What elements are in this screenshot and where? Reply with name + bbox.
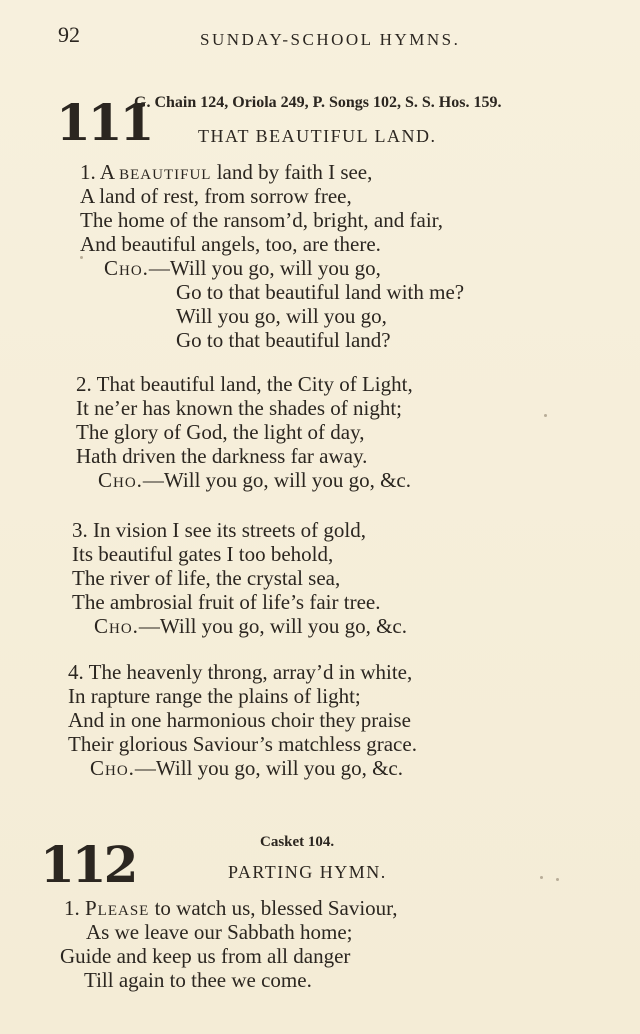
- hymn-number-111: 111: [56, 93, 152, 152]
- hymn-111-verse-3-line-1: 3. In vision I see its streets of gold,: [72, 518, 366, 542]
- chorus-text: —Will you go, will you go,: [148, 256, 381, 280]
- verse-first-word: beautiful: [119, 160, 212, 184]
- hymn-112-verse-1-line-1: [64, 898, 398, 919]
- hymn-111-verse-3-line-2: Its beautiful gates I too behold,: [72, 542, 334, 566]
- page-number: 92: [58, 22, 80, 47]
- running-head: SUNDAY-SCHOOL HYMNS.: [200, 30, 461, 49]
- chorus-text: —Will you go, will you go, &c.: [142, 468, 411, 492]
- chorus-text: —Will you go, will you go, &c.: [134, 756, 403, 780]
- hymn-111-verse-2-line-2: It ne’er has known the shades of night;: [76, 396, 403, 420]
- hymn-number-112: 112: [40, 835, 136, 894]
- hymn-111-verse-4-chorus: [90, 758, 403, 779]
- hymn-111-verse-1-line-1: [80, 162, 372, 183]
- hymn-112-tune-references: Casket 104.: [260, 834, 335, 850]
- hymn-111-verse-4-line-3: And in one harmonious choir they praise: [68, 708, 411, 732]
- print-speck: [544, 414, 547, 417]
- hymn-111-verse-4-line-1: 4. The heavenly throng, array’d in white,: [68, 660, 413, 684]
- verse-first-word: Please: [85, 896, 150, 920]
- hymn-111-verse-2-line-4: Hath driven the darkness far away.: [76, 444, 368, 468]
- verse-number: 1. A: [80, 160, 114, 184]
- verse-line-rest: to watch us, blessed Saviour,: [149, 896, 398, 920]
- hymn-111-verse-2-line-3: The glory of God, the light of day,: [76, 420, 365, 444]
- chorus-label: Cho.: [94, 614, 139, 638]
- hymn-111-verse-1-line-4: And beautiful angels, too, are there.: [80, 232, 381, 256]
- verse-number: 1.: [64, 896, 80, 920]
- verse-line-rest: land by faith I see,: [211, 160, 373, 184]
- print-speck: [540, 876, 543, 879]
- print-speck: [556, 878, 559, 881]
- hymn-112-verse-1-line-4: Till again to thee we come.: [84, 968, 312, 992]
- hymn-111-verse-3-chorus: [94, 616, 407, 637]
- chorus-label: Cho.: [90, 756, 135, 780]
- hymn-111-verse-4-line-2: In rapture range the plains of light;: [68, 684, 361, 708]
- hymn-111-title: THAT BEAUTIFUL LAND.: [198, 126, 437, 146]
- hymn-111-verse-1-line-2: A land of rest, from sorrow free,: [80, 184, 352, 208]
- hymn-111-verse-3-line-4: The ambrosial fruit of life’s fair tree.: [72, 590, 381, 614]
- chorus-label: Cho.: [98, 468, 143, 492]
- hymn-111-tune-references: G. Chain 124, Oriola 249, P. Songs 102, S. S. Hos. 159.: [134, 94, 502, 111]
- hymn-111-chorus-line-4: Go to that beautiful land?: [176, 328, 391, 352]
- hymn-112-verse-1-line-2: As we leave our Sabbath home;: [86, 920, 353, 944]
- print-speck: [80, 256, 83, 259]
- hymn-111-verse-4-line-4: Their glorious Saviour’s matchless grace.: [68, 732, 417, 756]
- hymn-112-title: PARTING HYMN.: [228, 862, 387, 882]
- hymn-111-verse-2-line-1: 2. That beautiful land, the City of Light,: [76, 372, 413, 396]
- hymn-112-verse-1-line-3: Guide and keep us from all danger: [60, 944, 351, 968]
- hymn-111-verse-3-line-3: The river of life, the crystal sea,: [72, 566, 341, 590]
- hymn-111-verse-1-line-3: The home of the ransom’d, bright, and fair,: [80, 208, 444, 232]
- hymn-111-chorus-line-2: Go to that beautiful land with me?: [176, 280, 465, 304]
- chorus-label: Cho.: [104, 256, 149, 280]
- hymn-111-chorus-line-3: Will you go, will you go,: [176, 304, 387, 328]
- hymn-111-verse-2-chorus: [98, 470, 411, 491]
- hymn-111-chorus-line-1: [104, 258, 381, 279]
- chorus-text: —Will you go, will you go, &c.: [138, 614, 407, 638]
